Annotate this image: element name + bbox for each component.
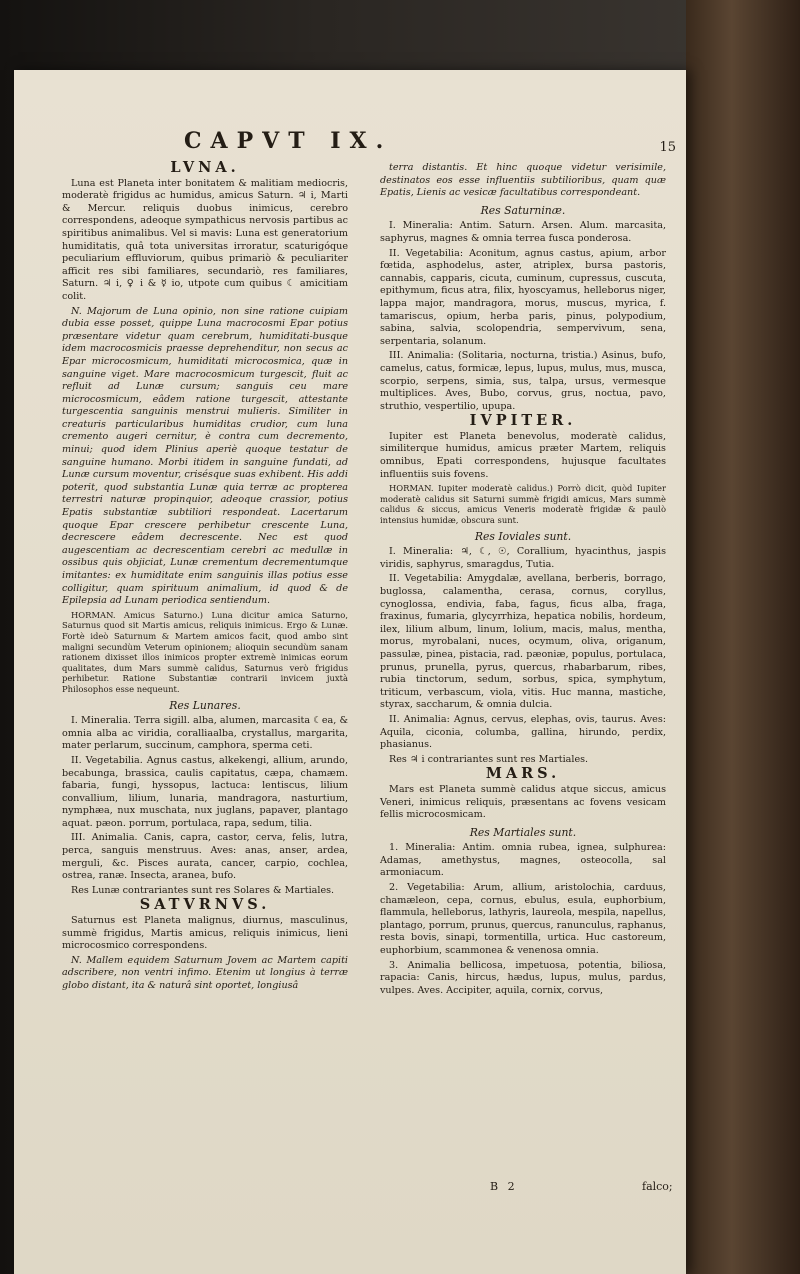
catchword: falco;	[642, 1180, 673, 1193]
list-item: Res Lunæ contrariantes sunt res Solares & Martiales.	[71, 884, 335, 896]
running-head: CAPVT IX.	[184, 128, 393, 154]
commentary-note: HORMAN. Iupiter moderatè calidus.) Porrò dicit, quòd Iupiter moderatè calidus sit Saturni summè frigidi amicus, Mars summè calidus & siccus, amicus Veneris moderatè frigidæ & paulò intensius humidæ, obscura sunt.	[380, 483, 666, 526]
list-item: II. Animalia: Agnus, cervus, elephas, ovis, taurus. Aves: Aquila, ciconia, columba, gallina, hirundo, perdix, phasianus.	[380, 713, 666, 751]
list-item: III. Animalia. Canis, capra, castor, cerva, felis, lutra, perca, sanguis menstruus. Aves: anas, anser, ardea, merguli, &c. Pisces aurata, cancer, carpio, cochlea, ostrea, ranæ. Insecta, aranea, bufo.	[62, 832, 348, 882]
book-binding-edge	[686, 0, 800, 1274]
left-column	[62, 159, 348, 995]
list-item: I. Mineralia: Antim. Saturn. Arsen. Alum. marcasita, saphyrus, magnes & omnia terrea fusca ponderosa.	[380, 220, 666, 244]
subheading-res-lunares: Res Lunares.	[169, 698, 241, 712]
list-item: III. Animalia: (Solitaria, nocturna, tristia.) Asinus, bufo, camelus, catus, formicæ, lepus, lupus, mulus, mus, musca, scorpio, serpens, simia, sus, talpa, ursus, vermesque multiplices. Aves, Bubo, corvus, grus, noctua, pavo, struthio, vespertilio, upupa.	[380, 350, 666, 412]
subheading-res-martiales: Res Martiales sunt.	[469, 825, 577, 839]
paragraph: Iupiter est Planeta benevolus, moderatè calidus, similiterque humidus, amicus præter Martem, reliquis omnibus, Epati correspondens, hujusque facultates influentiis suis fovens.	[380, 430, 666, 480]
paragraph: terra distantis. Et hinc quoque videtur verisimile, destinatos eos esse influentiis subtilioribus, quam quæ Epatis, Lienis ac vesicæ facultatibus correspondeant.	[380, 162, 666, 199]
list-item: I. Mineralia: ♃, ☾, ☉, Corallium, hyacinthus, jaspis viridis, saphyrus, smaragdus, Tutia.	[380, 546, 666, 570]
section-heading-luna: LVNA.	[170, 159, 240, 176]
commentary-note: HORMAN. Amicus Saturno.) Luna dicitur amica Saturno, Saturnus quod sit Martis amicus, reliquis inimicus. Ergo & Lunæ. Fortè ideò Saturnum & Martem amicos facit, quod ambo sint maligni secundùm Veterum opinionem; alioquin secundùm sanam rationem dixisset illos inimicos propter extremè inimicas eorum qualitates, dum Mars summè calidus, Saturnus verò frigidus perhibetur. Ratione Substantiæ contrarii invicem juxtà Philosophos esse nequeunt.	[62, 609, 348, 694]
subheading-res-ioviales: Res Ioviales sunt.	[474, 529, 572, 543]
page-number: 15	[659, 140, 676, 155]
page-header	[14, 128, 686, 162]
book-page	[14, 70, 686, 1274]
section-heading-iupiter: IVPITER.	[469, 412, 577, 430]
list-item: II. Vegetabilia: Amygdalæ, avellana, berberis, borrago, buglossa, calamentha, cerasa, cornus, coryllus, cynoglossa, endivia, faba, fagus, ficus alba, fraga, fraxinus, fumaria, glycyrrhiza, hepatica nobilis, hordeum, ilex, lilium album, linum, lolium, macis, malus, mentha, morus, myrobalani, nuces, ocymum, oliva, origanum, passulæ, pinea, pistacia, rad. pæoniæ, populus, portulaca, prunus, prunella, pyrus, quercus, rhabarbarum, ribes, rubia tinctorum, sedum, sorbus, spica, symphytum, triticum, verbascum, viola, vitis. Huc manna, mastiche, styrax, saccharum, & omnia dulcia.	[380, 573, 666, 711]
paragraph: Saturnus est Planeta malignus, diurnus, masculinus, summè frigidus, Martis amicus, reliquis inimicus, lieni microcosmico correspondens.	[62, 915, 348, 952]
section-heading-mars: MARS.	[485, 765, 561, 783]
paragraph-nota: N. Mallem equidem Saturnum Jovem ac Martem capiti adscribere, non ventri infimo. Etenim ut longius à terræ globo distant, ita & naturâ sint oportet, longiusâ	[62, 954, 348, 991]
paragraph: Mars est Planeta summè calidus atque siccus, amicus Veneri, inimicus reliquis, præsentans ac fovens vesicam fellis microcosmicam.	[380, 783, 666, 821]
section-heading-saturnus: SATVRNVS.	[139, 896, 271, 914]
right-column	[380, 162, 666, 999]
list-item: 1. Mineralia: Antim. omnia rubea, ignea, sulphurea: Adamas, amethystus, magnes, osteocolla, sal armoniacum.	[380, 842, 666, 879]
list-item: 2. Vegetabilia: Arum, allium, aristolochia, carduus, chamæleon, cepa, cornus, ebulus, esula, euphorbium, flammula, helleborus, lathyris, laureola, mespila, napellus, plantago, porrum, prunus, quercus, ranunculus, raphanus, resta bovis, sinapi, tormentilla, urtica. Huc castoreum, euphorbium, scammonea & venenosa omnia.	[380, 882, 666, 957]
list-item: Res ♃ i contrariantes sunt res Martiales.	[389, 753, 589, 765]
paragraph: Luna est Planeta inter bonitatem & malitiam mediocris, moderatè frigidus ac humidus, amicus Saturn. ♃ i, Marti & Mercur. reliquis duobus inimicus, cerebro correspondens, adeoque sympathicus nervosis partibus ac spiritibus animalibus. Vel si mavis: Luna est generatorium humiditatis, quâ tota universitas irroratur, scaturigóque peculiarium effluviorum, quibus primariò & peculiariter afficit res sibi familiares, secundariò, res familiares, Saturn. ♃ i, ♀ i & ☿ io, utpote cum quibus ☾ amicitiam colit.	[62, 177, 348, 302]
list-item: II. Vegetabilia: Aconitum, agnus castus, apium, arbor fœtida, asphodelus, aster, atriplex, bursa pastoris, cannabis, capparis, cicuta, cuminum, cupressus, cuscuta, epithymum, ficus atra, filix, hyoscyamus, helleborus niger, lappa major, mandragora, morus, muscus, myrica, f. tamariscus, opium, herba paris, pinus, polypodium, sabina, salvia, scolopendria, sempervivum, sena, serpentaria, solanum.	[380, 247, 666, 347]
subheading-res-saturninae: Res Saturninæ.	[480, 203, 566, 217]
list-item: II. Vegetabilia. Agnus castus, alkekengi, allium, arundo, becabunga, brassica, caulis capitatus, cæpa, chamæm. fabaria, fungi, hyssopus, lactuca: lentiscus, lilium convallium, lilium, lunaria, mandragora, nasturtium, nymphæa, nux muschata, nux juglans, papaver, plantago aquat. pæon. porrum, portulaca, rapa, sedum, tilia.	[62, 754, 348, 829]
paragraph-nota: N. Majorum de Luna opinio, non sine ratione cuipiam dubia esse posset, quippe Luna macrocosmi Epar potius præsentare videtur quam cerebrum, humiditati-busque idem macrocosmicis praesse deprehenditur, non secus ac Epar microcosmicum, humiditati microcosmica, quæ in sanguine viget. Mare macrocosmicum turgescit, fluit ac refluit ad Lunæ cursum; sanguis ceu mare microcosmicum, eâdem ratione turgescit, attestante turgescentia sanguinis menstrui mulieris. Similiter in creaturis particularibus humiditas crudior, cum luna cremento augeri cernitur, è contra cum decremento, minui; quod idem Plinius aperiè quoque testatur de sanguine humano. Morbi itidem in sanguine fundati, ad Lunæ cursum moventur, crisésque suas exhibent. His addi poterit, quod substantia Lunæ quia terræ ac propterea terrestri naturæ propinquior, adeoque crassior, potius Epatis substantiæ subtiliori respondeat. Lacertarum quoque Epar crescere perhibetur crescente Luna, decrescere eâdem decrescente. Nec est quod augescentiam ac decrescentiam cerebri ac medullæ in ossibus quis objiciat, Lunæ crementum decrementumque imitantes: ex humiditate enim sanguinis illas potius esse colligitur, quam spirituum animalium, id quod & de Epilepsia ad Lunam periodica sentiendum.	[62, 305, 348, 607]
list-item: I. Mineralia. Terra sigill. alba, alumen, marcasita ☾ea, & omnia alba ac viridia, coralliaalba, crystallus, margarita, mater perlarum, succinum, camphora, sperma ceti.	[62, 715, 348, 752]
signature-mark: B 2	[490, 1180, 518, 1193]
list-item: 3. Animalia bellicosa, impetuosa, potentia, biliosa, rapacia: Canis, hircus, hædus, lupus, mulus, pardus, vulpes. Aves. Accipiter, aquila, cornix, corvus,	[380, 959, 666, 996]
